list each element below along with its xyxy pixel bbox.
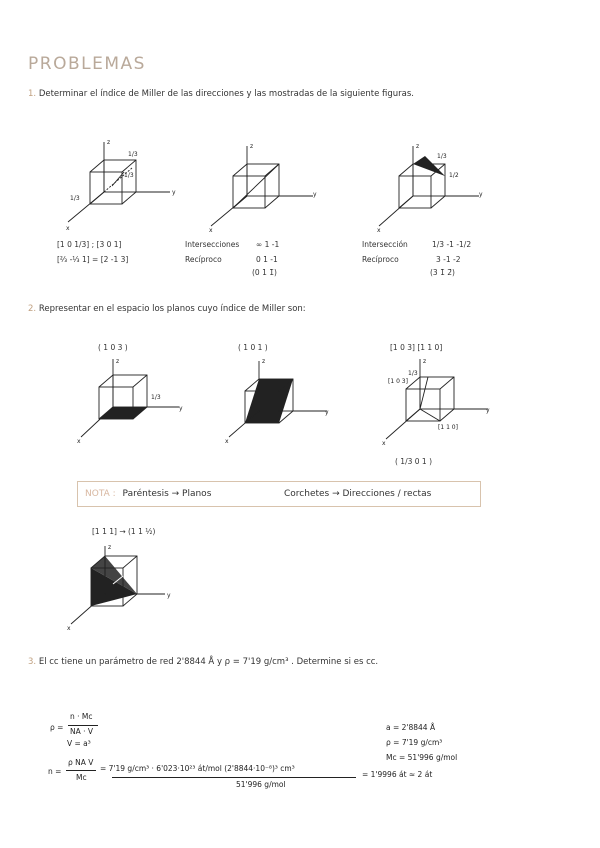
q1-answer-3-values-1: 1/3 -1 -1/2: [432, 240, 472, 249]
axis-z-label: z: [116, 358, 120, 365]
q1-answer-2-label-1: Intersecciones: [185, 240, 240, 249]
q1-answer-3-label-1: Intersección: [362, 240, 408, 249]
n-fraction-line: [66, 770, 96, 771]
q1-answer-3-label-2: Recíproco: [362, 255, 399, 264]
axis-x-label: x: [225, 438, 229, 445]
q2b-label: [1 1 1] → (1 1 ½): [92, 527, 156, 536]
figure-q1-cube-3: [375, 140, 505, 235]
rho-prefix: ρ =: [50, 723, 64, 732]
plane-3-sub-label: ( 1/3 0 1 ): [395, 457, 433, 466]
page-title: PROBLEMAS: [28, 54, 146, 74]
axis-y-label: y: [313, 191, 317, 198]
rho-denominator: NA · V: [70, 727, 94, 736]
figure-q1-cube-2: [205, 140, 335, 235]
given-rho: ρ = 7'19 g/cm³: [386, 738, 443, 747]
given-a: a = 2'8844 Å: [386, 723, 436, 732]
fig-label: 1/3: [151, 394, 161, 401]
fig-label: 1/3: [70, 195, 80, 202]
axis-y-label: y: [479, 191, 483, 198]
n-main-fraction-line: [112, 777, 356, 778]
q1-answer-2-values-2: 0 1 -1: [256, 255, 278, 264]
q1-answer-3-values-2: 3 -1 -2: [436, 255, 461, 264]
given-mc: Mc = 51'996 g/mol: [386, 753, 458, 762]
rho-fraction-line: [68, 725, 98, 726]
axis-z-label: z: [108, 544, 112, 551]
q1-answer-1-line-2: [⅔ -⅓ 1] = [2 -1 3]: [57, 255, 129, 264]
question-2-text: Representar en el espacio los planos cuyo índice de Miller son:: [38, 304, 306, 314]
axis-x-label: x: [77, 438, 81, 445]
n-numerator: ρ NA V: [68, 758, 94, 767]
axis-y-label: y: [179, 405, 183, 412]
fig-label: 1/3: [408, 370, 418, 377]
figure-q2-plane-3: [380, 355, 500, 445]
axis-x-label: x: [66, 225, 70, 232]
figure-q1-cube-1: [60, 140, 190, 235]
fig-label: [1 1 0]: [438, 424, 458, 431]
q1-answer-2-values-1: ∞ 1 -1: [256, 240, 280, 249]
axis-z-label: z: [423, 358, 427, 365]
axis-z-label: z: [262, 358, 266, 365]
q1-answer-2-result: (0 1 1̄): [252, 268, 277, 277]
question-1-number: 1.: [28, 89, 37, 99]
question-1: [28, 89, 414, 99]
n-denominator: Mc: [76, 773, 87, 782]
figure-q2-plane-1: [75, 355, 195, 445]
axis-x-label: x: [67, 625, 71, 632]
fig-label: 1/3: [437, 153, 447, 160]
question-3-text: El cc tiene un parámetro de red 2'8844 Å y ρ = 7'19 g/cm³ . Determine si es cc.: [38, 657, 379, 667]
axis-x-label: x: [377, 227, 381, 234]
axis-y-label: y: [486, 407, 490, 414]
figure-q2-plane-4: [65, 540, 185, 630]
n-prefix: n =: [48, 767, 62, 776]
note-label: NOTA :: [85, 489, 116, 499]
axis-y-label: y: [167, 592, 171, 599]
rho-numerator: n · Mc: [70, 712, 93, 721]
note-left: Paréntesis → Planos: [122, 489, 212, 499]
note-box: [77, 481, 481, 507]
axis-x-label: x: [209, 227, 213, 234]
question-3: [28, 657, 378, 667]
axis-z-label: z: [416, 143, 420, 150]
volume-equation: V = a³: [67, 739, 91, 748]
figure-q2-plane-2: [225, 355, 345, 445]
fig-label: [1 0 3]: [388, 378, 408, 385]
axis-x-label: x: [382, 440, 386, 447]
axis-z-label: z: [250, 143, 254, 150]
plane-2-label: ( 1 0 1 ): [238, 343, 268, 352]
n-denominator-value: 51'996 g/mol: [236, 780, 286, 789]
axis-z-label: z: [107, 139, 111, 146]
question-2: [28, 304, 306, 314]
q1-answer-3-result: (3 1̄ 2̄): [430, 268, 455, 277]
question-1-text: Determinar el índice de Miller de las direcciones y las mostradas de la siguiente figuras.: [38, 89, 414, 99]
plane-3-label: [1 0 3] [1 1 0]: [390, 343, 443, 352]
question-2-number: 2.: [28, 304, 37, 314]
note-right: Corchetes → Direcciones / rectas: [284, 489, 432, 499]
axis-y-label: y: [325, 409, 329, 416]
n-result: = 1'9996 át ≈ 2 át: [362, 770, 433, 779]
fig-label: 1/3: [124, 172, 134, 179]
plane-1-label: ( 1 0 3 ): [98, 343, 128, 352]
fig-label: 1/2: [449, 172, 459, 179]
q1-answer-2-label-2: Recíproco: [185, 255, 222, 264]
question-3-number: 3.: [28, 657, 37, 667]
q1-answer-1-line-1: [1 0 1/3] ; [3 0 1]: [57, 240, 122, 249]
fig-label: 1/3: [128, 151, 138, 158]
n-expression: = 7'19 g/cm³ · 6'023·10²³ át/mol (2'8844·10⁻⁸)³ cm³: [100, 764, 295, 773]
axis-y-label: y: [172, 189, 176, 196]
